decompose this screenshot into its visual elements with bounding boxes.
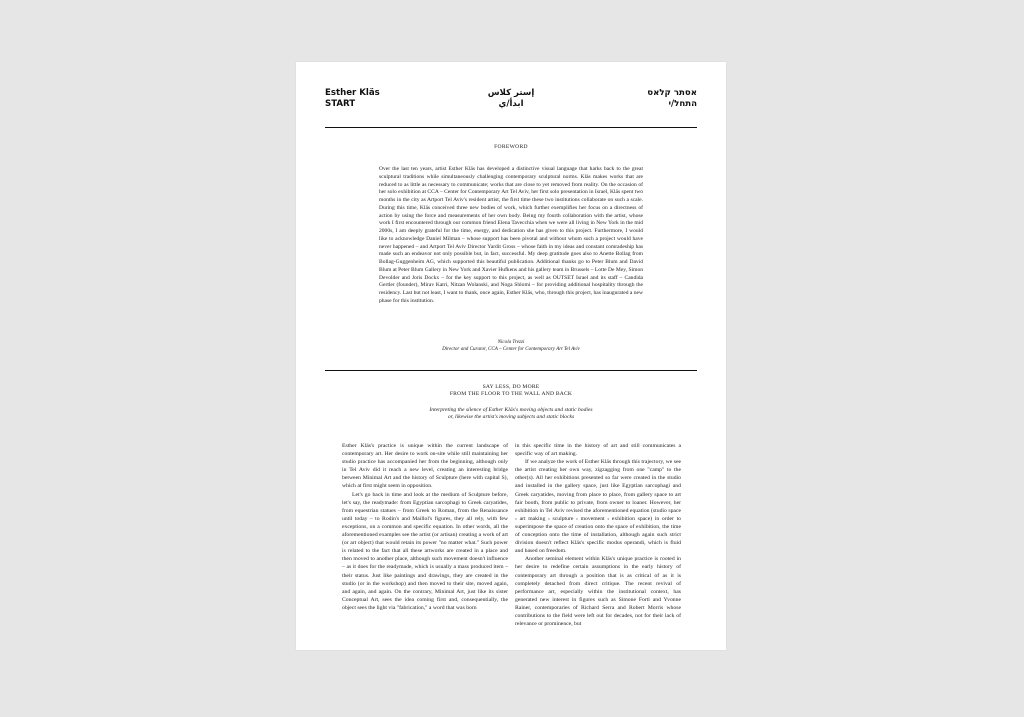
essay-column-left (342, 442, 508, 612)
essay-subtitle-line: or, likewise the artist's moving subjects and static blocks (447, 414, 575, 421)
header-hebrew (647, 88, 697, 110)
title-hebrew: התחל/י (668, 99, 697, 109)
signature-name: Nicola Trezzi (497, 339, 525, 345)
foreword-title: FOREWORD (494, 144, 528, 150)
essay-paragraph: in this specific time in the history of art and still communicates a specific way of art making. (515, 443, 681, 458)
header-divider (325, 127, 697, 128)
essay-subtitle-line: Interpreting the silence of Esther Kläs's moving objects and static bodies (429, 407, 593, 413)
essay-subtitle (325, 407, 697, 422)
essay-paragraph: Let's go back in time and look at the medium of Sculpture before, let's say, the readymade: from Egyptian sarcophagi to Greek caryatides, from equestrian statues – from Greek to Roman, from the Renaissance until today – to Rodin's and Maillol's figures, they all rely, with few exceptions, on a common and specific equation. In other words, all the aforementioned examples see the artist (or artisan) creating a work of art (or art object) that would retain its power "no matter what." Such power is related to the fact that all these artworks are created in a place and then moved to another place, although such movement doesn't influence – as it does for the readymade, which is usually a mass produced item – their status. Just like paintings and drawings, they are created in the studio (or in the workshop) and then moved to their site, moved again, and again, and again. On the contrary, Minimal Art, just like its sister Conceptual Art, sees the idea coming first and, consequentially, the object sees the light via "fabrication," a word that was born (342, 491, 508, 611)
essay-column-right (515, 442, 681, 628)
title-arabic: ابدأ/ي (498, 99, 524, 109)
essay-paragraph: Esther Kläs's practice is unique within the current landscape of contemporary art. Her desire to work on-site while still maintaining her studio practice has accompanied her from the beginning, although only in Tel Aviv did it reach a new level, creating an interesting bridge between Minimal Art and the history of Sculpture (here with capital S), which at first might seem in opposition. (342, 443, 508, 490)
section-divider (325, 370, 697, 371)
foreword-body (379, 166, 643, 306)
artist-name-latin: Esther Kläs (325, 88, 380, 98)
document-page (296, 62, 726, 650)
essay-paragraph: Another seminal element within Kläs's unique practice is rooted in her desire to redefine certain assumptions in the early history of contemporary art through a position that is as critical of as it is completely detached from direct critique. The recent revival of performance art, especially within the institutional context, has generated new interest in figures such as Simone Forti and Yvonne Rainer, contemporaries of Richard Serra and Robert Morris whose contributions to the field were left out for decades, not for their lack of relevance or prominence, but (515, 556, 681, 628)
essay-title (325, 384, 697, 398)
essay-title-line: FROM THE FLOOR TO THE WALL AND BACK (449, 391, 573, 398)
artist-name-arabic: إستر كلاس (487, 88, 535, 98)
essay-title-line: SAY LESS, DO MORE (482, 384, 540, 390)
essay-paragraph: If we analyze the work of Esther Kläs through this trajectory, we see the artist creating her own way, zigzagging from one "camp" to the other(s). All her exhibitions presented so far were created in the studio and installed in the gallery space, just like Egyptian sarcophagi and Greek caryatides, moving from place to place, from gallery space to art fair booth, from public to private, from owner to loaner. However, her exhibition in Tel Aviv revised the aforementioned equation (studio space › art making › sculpture › movement › exhibition space) in order to superimpose the space of creation onto the space of exhibition, the time of conception onto the time of installation, although again such strict division doesn't reflect Kläs's specific modus operandi, which is fluid and based on freedom. (515, 459, 681, 555)
foreword-paragraph: Over the last ten years, artist Esther Kläs has developed a distinctive visual language that harks back to the great sculptural traditions while simultaneously challenging contemporary sculptural norms. Kläs makes works that are reduced to as little as necessary to communicate; works that are close to yet removed from reality. On the occasion of her solo exhibition at CCA – Center for Contemporary Art Tel Aviv, her first solo presentation in Israel, Kläs spent two months in the city as Artport Tel Aviv's resident artist, the first time these two institutions collaborate on such a scale. During this time, Kläs conceived three new bodies of work, which further exemplifies her focus on a directness of action by using the force and measurements of her own body. Being my fourth collaboration with the artist, whose work I first encountered through our common friend Elena Tavecchia when we were all living in New York in the mid 2000s, I am deeply grateful for the time, energy, and dedication she has given to this project. Furthermore, I would like to acknowledge Daniel Milman – whose support has been pivotal and without whom such a project would have never happened – and Artport Tel Aviv Director Yardit Gross – whose faith in my ideas and constant comradeship has made such an endeavor not only possible but, in fact, successful. My deep gratitude goes also to Anette Bollag from Bollag-Guggenheim AG, which supported this beautiful publication. Additional thanks go to Peter Blum and David Blum at Peter Blum Gallery in New York and Xavier Hufkens and his gallery team in Brussels – Lotte De Mey, Simon Devolder and Joris Dockx – for the key support to this project, as well as OUTSET Israel and its staff – Candida Gertler (founder), Mirav Katri, Nitzan Wolanski, and Noga Shlomi – for providing additional hospitality through the residency. Last but not least, I want to thank, once again, Esther Kläs, who, through this project, has inaugurated a new phase for this institution. (379, 166, 643, 304)
title-latin: START (325, 99, 356, 109)
artist-name-hebrew: אסתר קלאס (647, 88, 697, 98)
signature-role: Director and Curator, CCA – Center for Contemporary Art Tel Aviv (442, 346, 580, 352)
